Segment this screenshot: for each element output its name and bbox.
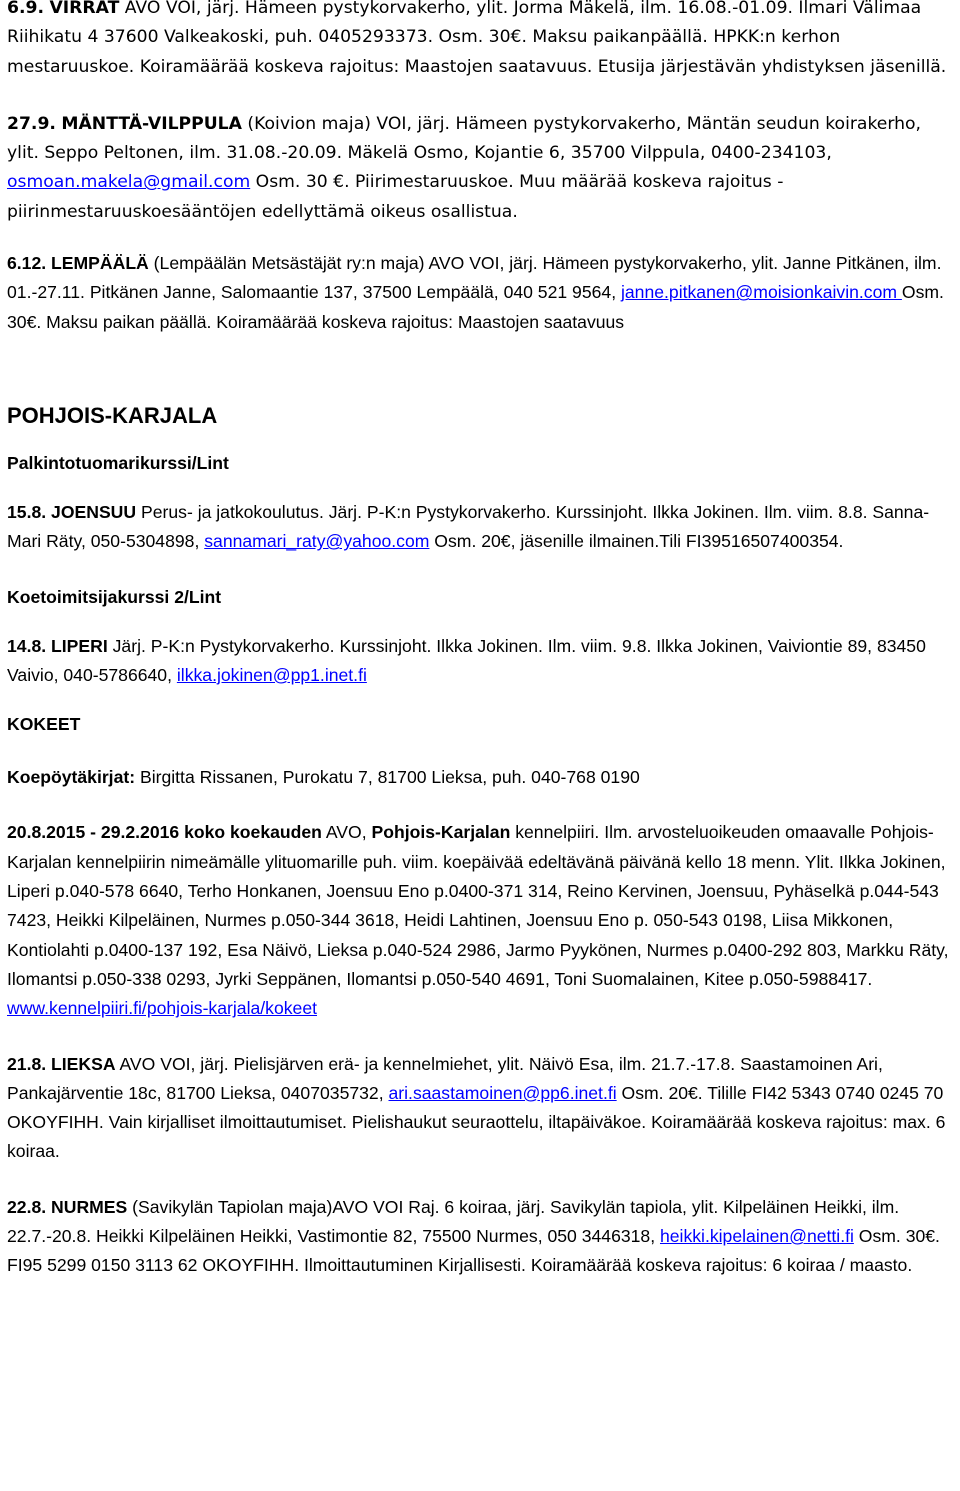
course-place: LIPERI bbox=[51, 635, 108, 656]
tests-heading: KOKEET bbox=[7, 714, 81, 735]
course-heading-judges: Palkintotuomarikurssi/Lint bbox=[7, 452, 229, 473]
event-date: 27.9. bbox=[7, 113, 56, 134]
season-organizer: Pohjois-Karjalan bbox=[371, 822, 511, 843]
event-details: (Savikylän Tapiolan maja)AVO VOI Raj. 6 koiraa, järj. Savikylän tapiola, ylit. Kilpeläinen Heikki, ilm. 22.7.-20.8. Heikki Kilpeläinen Heikki, Vastimontie 82, 75500 Nurmes, 050 3446318, bbox=[7, 1196, 900, 1247]
email-link[interactable]: heikki.kipelainen@netti.fi bbox=[659, 1226, 854, 1247]
event-details-continued: Osm. 30€. FI95 5299 0150 3113 62 OKOYFIHH. Ilmoittautuminen Kirjallisesti. Koiramäärää koskeva rajoitus: 6 koiraa / maasto. bbox=[7, 1226, 940, 1276]
test-records-label: Koepöytäkirjat: bbox=[7, 767, 136, 788]
course-place: JOENSUU bbox=[51, 501, 137, 522]
email-link[interactable]: ilkka.jokinen@pp1.inet.fi bbox=[176, 664, 367, 685]
course-liperi bbox=[7, 632, 957, 691]
event-place: LEMPÄÄLÄ bbox=[51, 253, 149, 274]
event-place: VIRRAT bbox=[49, 0, 120, 18]
test-records-details: Birgitta Rissanen, Purokatu 7, 81700 Lieksa, puh. 040-768 0190 bbox=[135, 767, 640, 788]
event-details: AVO VOI, järj. Pielisjärven erä- ja kennelmiehet, ylit. Näivö Esa, ilm. 21.7.-17.8. Saastamoinen Ari, Pankajärventie 18c, 81700 Lieksa, 0407035732, bbox=[7, 1053, 883, 1103]
season-period: 20.8.2015 - 29.2.2016 koko koekauden bbox=[7, 822, 322, 843]
region-heading: POHJOIS-KARJALA bbox=[7, 402, 218, 428]
season-tests bbox=[7, 818, 957, 1023]
email-link[interactable]: osmoan.makela@gmail.com bbox=[7, 172, 251, 193]
test-records-contact bbox=[7, 763, 957, 792]
event-date: 21.8. bbox=[7, 1053, 47, 1074]
document-page bbox=[7, 0, 957, 1281]
website-link[interactable]: www.kennelpiiri.fi/pohjois-karjala/kokeet bbox=[7, 998, 317, 1019]
event-nurmes bbox=[7, 1193, 957, 1281]
event-virrat bbox=[7, 0, 957, 82]
event-details-continued: Osm. 30 €. Piirimestaruuskoe. Muu määrää koskeva rajoitus - piirinmestaruuskoesääntöjen edellyttämä oikeus osallistua. bbox=[7, 172, 784, 222]
event-details-continued: Osm. 30€. Maksu paikan päällä. Koiramäärää koskeva rajoitus: Maastojen saatavuus bbox=[7, 282, 944, 332]
event-mantta-vilppula bbox=[7, 110, 957, 227]
course-joensuu bbox=[7, 498, 957, 557]
email-link[interactable]: sannamari_raty@yahoo.com bbox=[204, 531, 430, 552]
event-date: 6.9. bbox=[7, 0, 44, 18]
event-details: AVO VOI, järj. Hämeen pystykorvakerho, ylit. Jorma Mäkelä, ilm. 16.08.-01.09. Ilmari Välimaa Riihikatu 4 37600 Valkeakoski, puh. 0405293373. Osm. 30€. Maksu paikanpäällä. HPKK:n kerhon mestaruuskoe. Koiramäärää koskeva rajoitus: Maastojen saatavuus. Etusija järjestävän yhdistyksen jäsenillä. bbox=[7, 0, 947, 77]
course-date: 14.8. bbox=[7, 635, 47, 656]
email-link[interactable]: janne.pitkanen@moisionkaivin.com bbox=[620, 282, 902, 303]
event-lempaala bbox=[7, 249, 957, 337]
season-details: AVO, bbox=[321, 822, 372, 843]
event-place: LIEKSA bbox=[51, 1053, 116, 1074]
course-details-continued: Osm. 20€, jäsenille ilmainen.Tili FI39516507400354. bbox=[429, 531, 844, 552]
season-details-continued: kennelpiiri. Ilm. arvosteluoikeuden omaavalle Pohjois-Karjalan kennelpiirin nimeämälle ylituomarille puh. viim. koepäivää edeltävänä päivänä kello 18 menn. Ylit. Ilkka Jokinen, Liperi p.040-578 6640, Terho Honkanen, Joensuu Eno p.0400-371 314, Reino Kervinen, Joensuu, Pyhäselkä p.044-543 7423, Heikki Kilpeläinen, Nurmes p.050-344 3618, Heidi Lahtinen, Joensuu Eno p. 050-543 0198, Liisa Mikkonen, Kontiolahti p.0400-137 192, Esa Näivö, Lieksa p.040-524 2986, Jarmo Pyykönen, Nurmes p.0400-292 803, Markku Räty, Ilomantsi p.050-338 0293, Jyrki Seppänen, Ilomantsi p.050-540 4691, Toni Suomalainen, Kitee p.050-5988417. bbox=[7, 822, 949, 989]
event-details-continued: Osm. 20€. Tilille FI42 5343 0740 0245 70 OKOYFIHH. Vain kirjalliset ilmoittautumiset. Pielishaukut seuraottelu, iltapäiväkoe. Koiramäärää koskeva rajoitus: max. 6 koiraa. bbox=[7, 1082, 946, 1162]
course-details: Perus- ja jatkokoulutus. Järj. P-K:n Pystykorvakerho. Kurssinjoht. Ilkka Jokinen. Ilm. viim. 8.8. Sanna-Mari Räty, 050-5304898, bbox=[7, 501, 930, 552]
course-details: Järj. P-K:n Pystykorvakerho. Kurssinjoht. Ilkka Jokinen. Ilm. viim. 9.8. Ilkka Jokinen, Vaiviontie 89, 83450 Vaivio, 040-5786640, bbox=[7, 635, 926, 685]
event-date: 6.12. bbox=[7, 253, 47, 274]
event-lieksa bbox=[7, 1050, 957, 1167]
event-place: NURMES bbox=[51, 1196, 128, 1217]
course-heading-officials: Koetoimitsijakurssi 2/Lint bbox=[7, 586, 222, 607]
event-place: MÄNTTÄ-VILPPULA bbox=[61, 113, 242, 134]
event-date: 22.8. bbox=[7, 1196, 47, 1217]
email-link[interactable]: ari.saastamoinen@pp6.inet.fi bbox=[388, 1082, 617, 1103]
event-details: (Lempäälän Metsästäjät ry:n maja) AVO VOI, järj. Hämeen pystykorvakerho, ylit. Janne Pitkänen, ilm. 01.-27.11. Pitkänen Janne, Salomaantie 137, 37500 Lempäälä, 040 521 9564, bbox=[7, 253, 942, 303]
event-details: (Koivion maja) VOI, järj. Hämeen pystykorvakerho, Mäntän seudun koirakerho, ylit. Seppo Peltonen, ilm. 31.08.-20.09. Mäkelä Osmo, Kojantie 6, 35700 Vilppula, 0400-234103, bbox=[7, 113, 921, 164]
course-date: 15.8. bbox=[7, 501, 47, 522]
